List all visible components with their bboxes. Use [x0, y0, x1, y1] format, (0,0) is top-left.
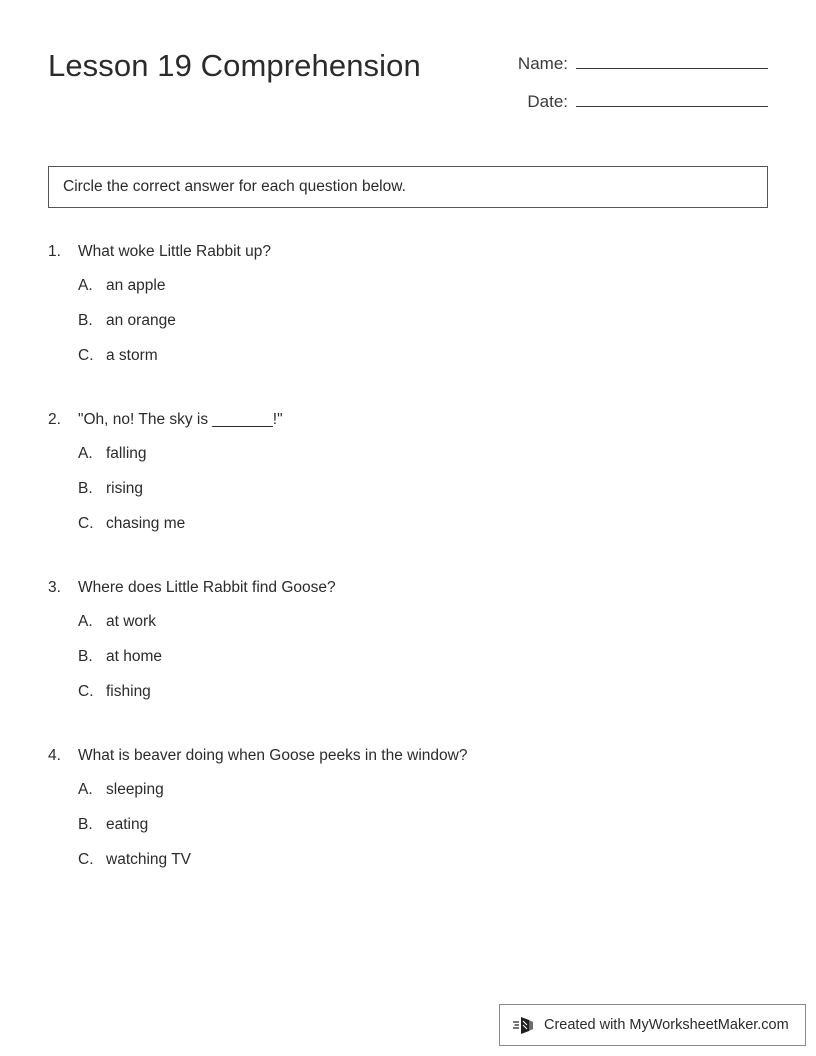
option-text: rising — [106, 480, 144, 497]
option-letter: A. — [78, 445, 93, 462]
option-text: an apple — [106, 277, 166, 294]
option-text: at home — [106, 648, 163, 665]
question-stem — [48, 243, 768, 261]
option-letter: C. — [78, 347, 94, 364]
option-list — [48, 781, 768, 886]
question-stem — [48, 411, 768, 429]
option-item[interactable] — [78, 851, 768, 886]
option-item[interactable] — [78, 781, 768, 816]
instruction-text: Circle the correct answer for each question below. — [63, 178, 406, 195]
question-list — [48, 243, 768, 915]
instruction-box — [48, 166, 768, 208]
worksheet-header — [48, 44, 768, 124]
option-text: sleeping — [106, 781, 164, 798]
question-text: Where does Little Rabbit find Goose? — [78, 579, 336, 596]
option-letter: B. — [78, 816, 93, 833]
question-block — [48, 747, 768, 886]
option-text: eating — [106, 816, 149, 833]
page-title: Lesson 19 Comprehension — [48, 48, 421, 83]
name-label: Name: — [517, 54, 568, 73]
option-letter: A. — [78, 781, 93, 798]
date-label: Date: — [527, 92, 568, 111]
option-letter: C. — [78, 851, 94, 868]
name-field-row — [500, 48, 768, 86]
question-text: What is beaver doing when Goose peeks in the window? — [78, 747, 468, 764]
option-list — [48, 277, 768, 382]
option-letter: A. — [78, 613, 93, 630]
option-list — [48, 613, 768, 718]
name-date-fields — [500, 48, 768, 124]
option-text: fishing — [106, 683, 151, 700]
option-item[interactable] — [78, 683, 768, 718]
option-text: falling — [106, 445, 147, 462]
option-letter: C. — [78, 683, 94, 700]
option-text: at work — [106, 613, 156, 630]
option-item[interactable] — [78, 648, 768, 683]
worksheet-maker-logo-icon — [512, 1014, 536, 1036]
option-text: chasing me — [106, 515, 186, 532]
option-text: a storm — [106, 347, 158, 364]
option-letter: B. — [78, 648, 93, 665]
date-write-line[interactable] — [576, 86, 768, 107]
question-stem — [48, 747, 768, 765]
option-list — [48, 445, 768, 550]
option-item[interactable] — [78, 445, 768, 480]
question-number: 4. — [48, 747, 61, 764]
question-number: 2. — [48, 411, 61, 428]
option-letter: B. — [78, 312, 93, 329]
date-field-row — [500, 86, 768, 124]
option-item[interactable] — [78, 515, 768, 550]
option-item[interactable] — [78, 816, 768, 851]
question-block — [48, 579, 768, 718]
question-number: 1. — [48, 243, 61, 260]
option-letter: C. — [78, 515, 94, 532]
option-item[interactable] — [78, 480, 768, 515]
question-block — [48, 243, 768, 382]
question-block — [48, 411, 768, 550]
option-text: an orange — [106, 312, 176, 329]
created-with-badge[interactable] — [499, 1004, 806, 1046]
option-item[interactable] — [78, 613, 768, 648]
option-item[interactable] — [78, 312, 768, 347]
question-text: "Oh, no! The sky is _______!" — [78, 411, 283, 428]
name-write-line[interactable] — [576, 48, 768, 69]
option-text: watching TV — [106, 851, 192, 868]
question-text: What woke Little Rabbit up? — [78, 243, 271, 260]
question-stem — [48, 579, 768, 597]
option-item[interactable] — [78, 277, 768, 312]
option-item[interactable] — [78, 347, 768, 382]
question-number: 3. — [48, 579, 61, 596]
option-letter: A. — [78, 277, 93, 294]
option-letter: B. — [78, 480, 93, 497]
created-with-text: Created with MyWorksheetMaker.com — [544, 1017, 789, 1033]
